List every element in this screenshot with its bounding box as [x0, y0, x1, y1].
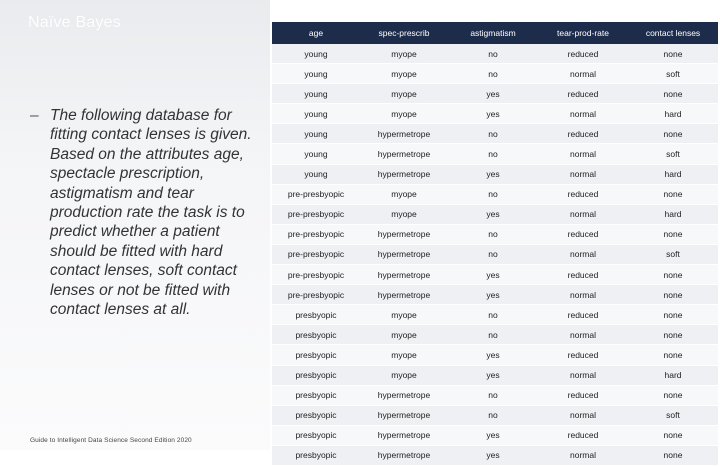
table-row	[272, 305, 718, 325]
column-header-tear-prod-rate: tear-prod-rate	[538, 22, 628, 44]
table-cell-tear-prod-rate: reduced	[538, 345, 628, 365]
table-cell-tear-prod-rate: normal	[538, 164, 628, 184]
table-cell-astigmatism: yes	[448, 285, 538, 305]
table-cell-age: presbyopic	[272, 325, 360, 345]
table-cell-astigmatism: no	[448, 385, 538, 405]
table-cell-spec-prescrib: myope	[360, 184, 448, 204]
table-cell-age: young	[272, 104, 360, 124]
bullet-text: The following database for fitting contact lenses is given. Based on the attributes age, spectacle prescription, astigmatism and tear production rate the task is to predict whether a patient should be fitted with hard contact lenses, soft contact lenses or not be fitted with contact lenses at all.	[50, 107, 252, 319]
table-cell-tear-prod-rate: normal	[538, 325, 628, 345]
table-cell-astigmatism: yes	[448, 204, 538, 224]
table-cell-spec-prescrib: myope	[360, 44, 448, 64]
table-cell-contact-lenses: none	[628, 84, 718, 104]
table-row	[272, 425, 718, 445]
table-cell-tear-prod-rate: reduced	[538, 124, 628, 144]
table-cell-contact-lenses: soft	[628, 64, 718, 84]
table-row	[272, 265, 718, 285]
table-cell-tear-prod-rate: normal	[538, 365, 628, 385]
table-cell-age: presbyopic	[272, 305, 360, 325]
table-cell-tear-prod-rate: normal	[538, 104, 628, 124]
table-cell-spec-prescrib: myope	[360, 345, 448, 365]
bullet-marker: –	[30, 107, 39, 124]
table-cell-tear-prod-rate: normal	[538, 285, 628, 305]
table-cell-astigmatism: yes	[448, 104, 538, 124]
slide-title: Naïve Bayes	[28, 14, 121, 31]
table-cell-spec-prescrib: myope	[360, 365, 448, 385]
table-cell-astigmatism: yes	[448, 425, 538, 445]
table-cell-astigmatism: yes	[448, 365, 538, 385]
table-cell-tear-prod-rate: normal	[538, 144, 628, 164]
table-cell-astigmatism: no	[448, 244, 538, 264]
table-cell-age: young	[272, 124, 360, 144]
table-cell-tear-prod-rate: reduced	[538, 44, 628, 64]
table-body	[272, 44, 718, 465]
table-cell-age: pre-presbyopic	[272, 265, 360, 285]
table-cell-tear-prod-rate: reduced	[538, 224, 628, 244]
table-cell-contact-lenses: hard	[628, 365, 718, 385]
table-cell-astigmatism: yes	[448, 84, 538, 104]
column-header-age: age	[272, 22, 360, 44]
table-cell-contact-lenses: none	[628, 425, 718, 445]
table-cell-contact-lenses: soft	[628, 405, 718, 425]
table-header-row	[272, 22, 718, 44]
table-row	[272, 44, 718, 64]
table-cell-spec-prescrib: hypermetrope	[360, 385, 448, 405]
table-cell-age: young	[272, 144, 360, 164]
table-cell-tear-prod-rate: reduced	[538, 385, 628, 405]
table-row	[272, 124, 718, 144]
table-cell-spec-prescrib: hypermetrope	[360, 244, 448, 264]
footer-citation: Guide to Intelligent Data Science Second Edition 2020	[30, 437, 192, 444]
table-cell-spec-prescrib: hypermetrope	[360, 265, 448, 285]
table-cell-spec-prescrib: myope	[360, 305, 448, 325]
table-row	[272, 345, 718, 365]
column-header-contact-lenses: contact lenses	[628, 22, 718, 44]
table-cell-tear-prod-rate: reduced	[538, 184, 628, 204]
table-cell-contact-lenses: hard	[628, 164, 718, 184]
table-cell-age: presbyopic	[272, 345, 360, 365]
column-header-astigmatism: astigmatism	[448, 22, 538, 44]
table-cell-astigmatism: no	[448, 184, 538, 204]
table-row	[272, 84, 718, 104]
contact-lenses-table	[272, 22, 718, 466]
table-cell-spec-prescrib: hypermetrope	[360, 285, 448, 305]
table-cell-astigmatism: no	[448, 325, 538, 345]
table-row	[272, 325, 718, 345]
table-cell-contact-lenses: none	[628, 305, 718, 325]
table-cell-age: presbyopic	[272, 445, 360, 465]
table-cell-tear-prod-rate: normal	[538, 445, 628, 465]
table-cell-spec-prescrib: hypermetrope	[360, 144, 448, 164]
table-cell-tear-prod-rate: reduced	[538, 305, 628, 325]
table-cell-contact-lenses: none	[628, 184, 718, 204]
bullet-point	[30, 106, 266, 319]
table-cell-spec-prescrib: hypermetrope	[360, 425, 448, 445]
table-row	[272, 445, 718, 465]
table-cell-astigmatism: no	[448, 144, 538, 164]
table-cell-astigmatism: yes	[448, 164, 538, 184]
table-cell-contact-lenses: none	[628, 325, 718, 345]
table-cell-spec-prescrib: hypermetrope	[360, 405, 448, 425]
table-cell-spec-prescrib: myope	[360, 204, 448, 224]
table-cell-astigmatism: yes	[448, 265, 538, 285]
table-row	[272, 184, 718, 204]
table-cell-contact-lenses: none	[628, 224, 718, 244]
table-row	[272, 365, 718, 385]
table-cell-age: pre-presbyopic	[272, 285, 360, 305]
table-cell-astigmatism: no	[448, 44, 538, 64]
table-cell-contact-lenses: hard	[628, 204, 718, 224]
table-cell-astigmatism: no	[448, 405, 538, 425]
table-cell-tear-prod-rate: reduced	[538, 265, 628, 285]
table-cell-spec-prescrib: hypermetrope	[360, 124, 448, 144]
table-cell-age: presbyopic	[272, 425, 360, 445]
table-cell-contact-lenses: none	[628, 345, 718, 365]
table-cell-spec-prescrib: hypermetrope	[360, 164, 448, 184]
table-row	[272, 104, 718, 124]
left-panel	[0, 0, 270, 450]
table-cell-tear-prod-rate: normal	[538, 64, 628, 84]
table-cell-contact-lenses: soft	[628, 144, 718, 164]
table-cell-age: pre-presbyopic	[272, 224, 360, 244]
table-cell-astigmatism: yes	[448, 345, 538, 365]
table-cell-contact-lenses: none	[628, 285, 718, 305]
table-row	[272, 405, 718, 425]
table-cell-spec-prescrib: myope	[360, 325, 448, 345]
table-cell-age: young	[272, 164, 360, 184]
table-cell-contact-lenses: none	[628, 265, 718, 285]
table-row	[272, 164, 718, 184]
column-header-spec-prescrib: spec-prescrib	[360, 22, 448, 44]
table-cell-spec-prescrib: myope	[360, 84, 448, 104]
table-row	[272, 285, 718, 305]
table-cell-tear-prod-rate: normal	[538, 204, 628, 224]
table-cell-astigmatism: no	[448, 224, 538, 244]
table-cell-astigmatism: no	[448, 305, 538, 325]
table-row	[272, 385, 718, 405]
table-row	[272, 204, 718, 224]
table-cell-age: young	[272, 44, 360, 64]
table-cell-spec-prescrib: hypermetrope	[360, 224, 448, 244]
data-table-container	[272, 22, 718, 466]
table-cell-age: presbyopic	[272, 405, 360, 425]
table-cell-contact-lenses: none	[628, 44, 718, 64]
table-cell-spec-prescrib: myope	[360, 104, 448, 124]
table-cell-age: presbyopic	[272, 385, 360, 405]
table-cell-astigmatism: no	[448, 124, 538, 144]
table-row	[272, 64, 718, 84]
table-cell-astigmatism: yes	[448, 445, 538, 465]
table-cell-contact-lenses: none	[628, 124, 718, 144]
table-cell-contact-lenses: soft	[628, 244, 718, 264]
table-cell-contact-lenses: none	[628, 385, 718, 405]
table-row	[272, 144, 718, 164]
table-cell-tear-prod-rate: normal	[538, 244, 628, 264]
table-cell-contact-lenses: none	[628, 445, 718, 465]
table-cell-tear-prod-rate: reduced	[538, 84, 628, 104]
table-cell-age: pre-presbyopic	[272, 244, 360, 264]
table-cell-spec-prescrib: myope	[360, 64, 448, 84]
table-cell-contact-lenses: hard	[628, 104, 718, 124]
table-row	[272, 244, 718, 264]
table-cell-astigmatism: no	[448, 64, 538, 84]
table-cell-tear-prod-rate: reduced	[538, 425, 628, 445]
table-cell-age: presbyopic	[272, 365, 360, 385]
table-cell-age: pre-presbyopic	[272, 204, 360, 224]
table-cell-age: pre-presbyopic	[272, 184, 360, 204]
table-cell-tear-prod-rate: normal	[538, 405, 628, 425]
table-cell-age: young	[272, 64, 360, 84]
table-cell-spec-prescrib: hypermetrope	[360, 445, 448, 465]
table-row	[272, 224, 718, 244]
table-cell-age: young	[272, 84, 360, 104]
